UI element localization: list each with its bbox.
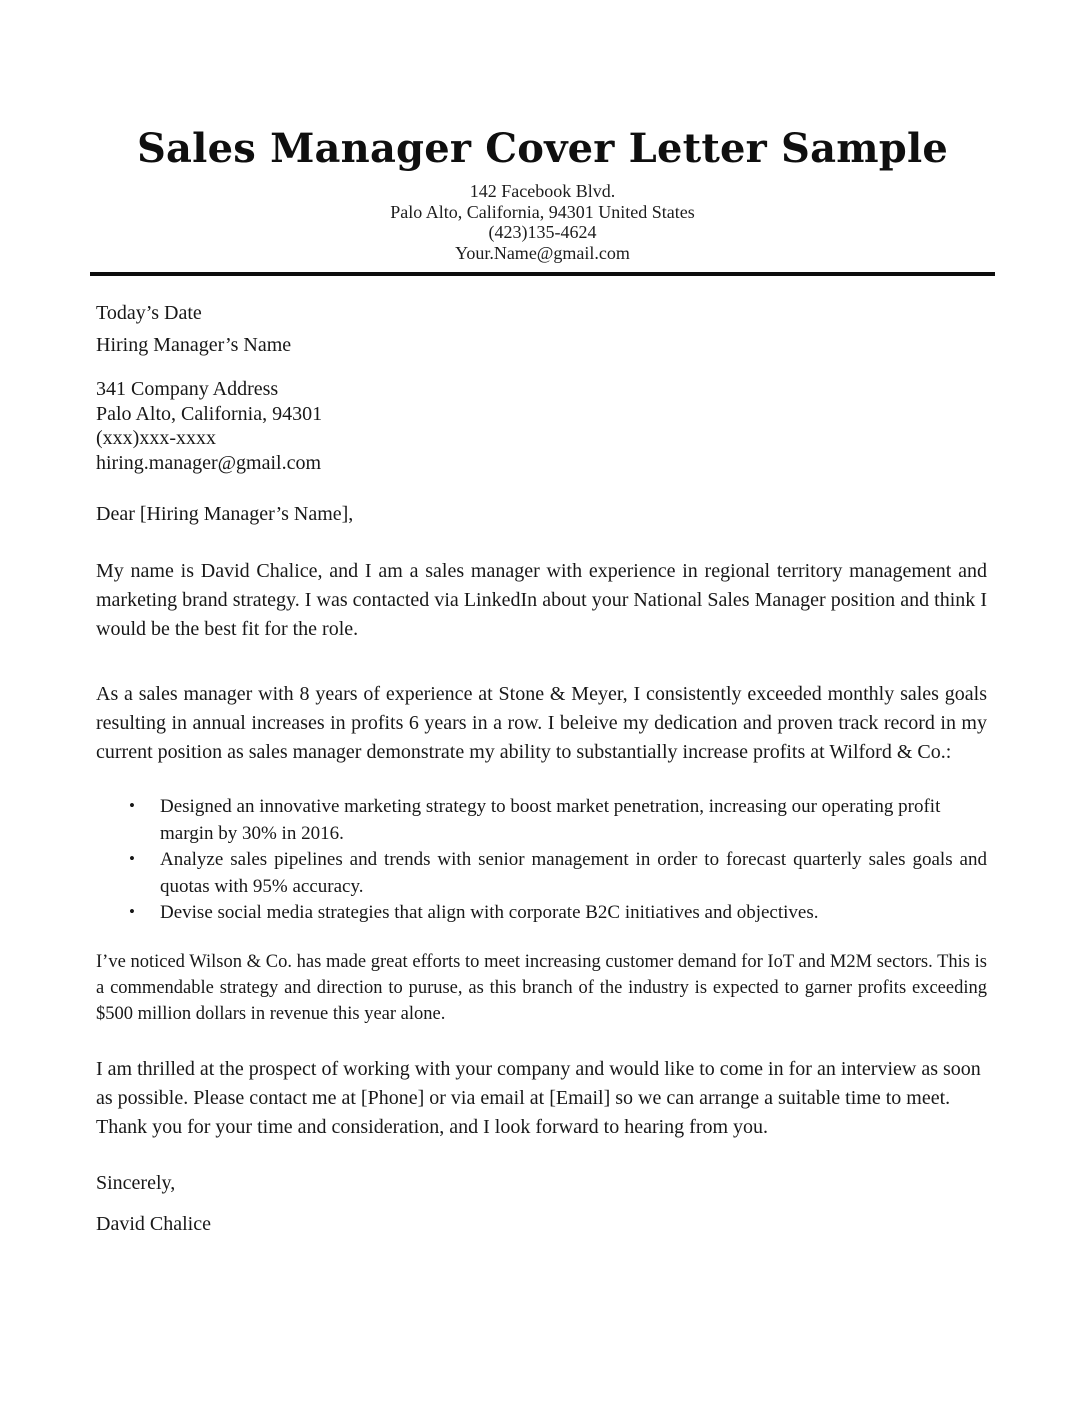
bullet-item-text: Designed an innovative marketing strategy to boost market penetration, increasing our operating profit margin by 30% in 2016. [160, 796, 941, 844]
paragraph-experience: As a sales manager with 8 years of experience at Stone & Meyer, I consistently exceeded monthly sales goals resulting in annual increases in profits 6 years in a row. I beleive my dedication and proven track record in my current position as sales manager demonstrate my ability to substantially increase profits at Wilford & Co.: [96, 683, 987, 763]
paragraph-company-research: I’ve noticed Wilson & Co. has made great efforts to meet increasing customer demand for IoT and M2M sectors. This is a commendable strategy and direction to puruse, as this branch of the industry is expected to garner profits exceeding $500 million dollars in revenue this year alone. [96, 951, 987, 1024]
sender-address-line1: 142 Facebook Blvd. [469, 181, 616, 201]
bullet-icon: • [129, 902, 135, 921]
paragraph-call-to-action: I am thrilled at the prospect of working with your company and would like to come in for an interview as soon as possible. Please contact me at [Phone] or via email at [Email] so we can arrange a suitable time to meet. Thank you for your time and consideration, and I look forward to hearing from you. [96, 1057, 981, 1138]
letter-body [0, 276, 1085, 1239]
hiring-manager-name: Hiring Manager’s Name [96, 334, 292, 356]
valediction: Sincerely, [96, 1171, 176, 1194]
sender-address-line2: Palo Alto, California, 94301 United States [390, 201, 695, 222]
date-line: Today’s Date [96, 302, 202, 324]
closing-block [96, 1169, 987, 1239]
sender-phone: (423)135-4624 [488, 222, 597, 242]
bullet-item-text: Devise social media strategies that align with corporate B2C initiatives and objectives. [160, 902, 819, 923]
bullet-icon: • [129, 849, 135, 868]
salutation: Dear [Hiring Manager’s Name], [96, 503, 354, 525]
recipient-header-block [96, 297, 987, 361]
recipient-address-line2: Palo Alto, California, 94301 [96, 402, 323, 425]
sender-email: Your.Name@gmail.com [455, 242, 630, 263]
bullet-icon: • [129, 796, 135, 815]
signature-name: David Chalice [96, 1212, 211, 1235]
bullet-item-text: Analyze sales pipelines and trends with senior management in order to forecast quarterly sales goals and quotas with 95% accuracy. [160, 849, 987, 897]
list-item [96, 794, 987, 847]
recipient-address-line1: 341 Company Address [96, 378, 279, 400]
page-title: Sales Manager Cover Letter Sample [136, 125, 949, 172]
recipient-email: hiring.manager@gmail.com [96, 451, 322, 474]
paragraph-intro: My name is David Chalice, and I am a sales manager with experience in regional territory management and marketing brand strategy. I was contacted via LinkedIn about your National Sales Manager position and think I would be the best fit for the role. [96, 560, 987, 640]
letterhead [0, 0, 1085, 263]
list-item [96, 847, 987, 900]
list-item [96, 900, 987, 927]
recipient-address-block [96, 377, 987, 475]
achievements-list [96, 794, 987, 927]
recipient-phone: (xxx)xxx-xxxx [96, 427, 216, 449]
